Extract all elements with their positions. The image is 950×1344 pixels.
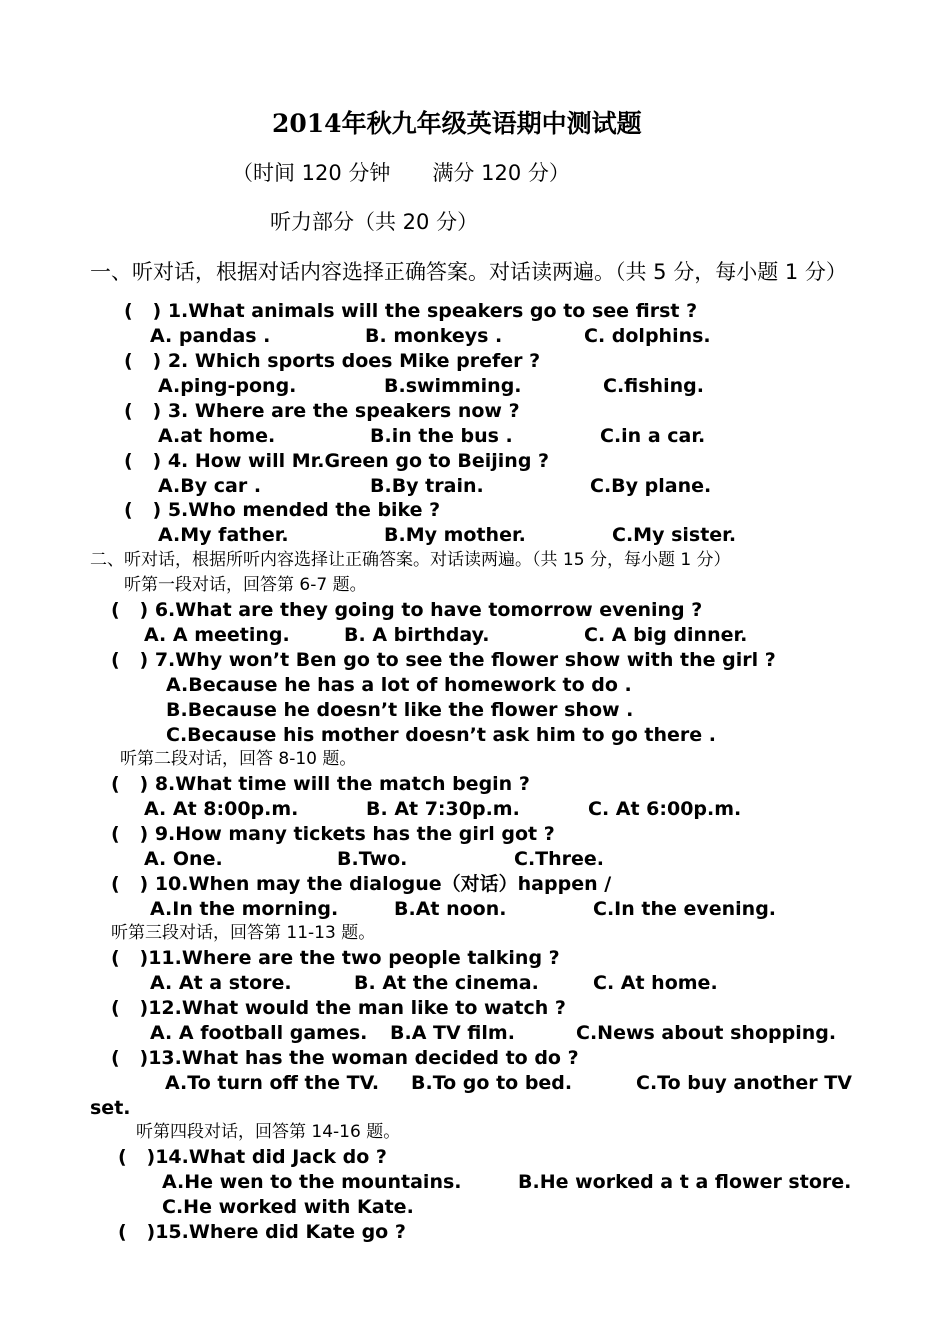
section2-heading: 二、听对话，根据所听内容选择让正确答案。对话读两遍。（共 15 分，每小题 1 分） bbox=[90, 550, 731, 570]
page-title: 2014年秋九年级英语期中测试题 bbox=[272, 109, 642, 138]
option-5b: B.My mother. bbox=[384, 524, 526, 546]
option-13a: A.To turn off the TV. bbox=[165, 1072, 380, 1094]
option-8c: C. At 6:00p.m. bbox=[588, 798, 742, 820]
option-9a: A. One. bbox=[144, 848, 223, 870]
option-4c: C.By plane. bbox=[590, 475, 712, 497]
question-1: ( ) 1.What animals will the speakers go to see first ? bbox=[124, 300, 698, 322]
question-7: ( ) 7.Why won’t Ben go to see the flower show with the girl ? bbox=[111, 649, 776, 671]
question-15: ( )15.Where did Kate go ? bbox=[118, 1221, 406, 1243]
question-13: ( )13.What has the woman decided to do ? bbox=[111, 1047, 579, 1069]
option-4b: B.By train. bbox=[370, 475, 484, 497]
option-13b: B.To go to bed. bbox=[411, 1072, 573, 1094]
question-6: ( ) 6.What are they going to have tomorrow evening ? bbox=[111, 599, 703, 621]
part1-instruction: 听第一段对话，回答第 6-7 题。 bbox=[124, 575, 367, 595]
option-13c-continued: set. bbox=[90, 1097, 131, 1119]
option-12a: A. A football games. bbox=[150, 1022, 368, 1044]
option-13c: C.To buy another TV bbox=[636, 1072, 852, 1094]
question-3: ( ) 3. Where are the speakers now ? bbox=[124, 400, 520, 422]
option-3c: C.in a car. bbox=[600, 425, 706, 447]
option-11c: C. At home. bbox=[593, 972, 718, 994]
listening-header: 听力部分（共 20 分） bbox=[270, 210, 479, 234]
question-2: ( ) 2. Which sports does Mike prefer ? bbox=[124, 350, 541, 372]
question-8: ( ) 8.What time will the match begin ? bbox=[111, 773, 530, 795]
option-12b: B.A TV film. bbox=[390, 1022, 515, 1044]
section1-heading: 一、听对话，根据对话内容选择正确答案。对话读两遍。（共 5 分，每小题 1 分） bbox=[90, 260, 847, 284]
question-9: ( ) 9.How many tickets has the girl got ? bbox=[111, 823, 555, 845]
option-1c: C. dolphins. bbox=[584, 325, 711, 347]
option-1a: A. pandas . bbox=[150, 325, 271, 347]
option-7a: A.Because he has a lot of homework to do . bbox=[166, 674, 632, 696]
option-2c: C.fishing. bbox=[603, 375, 704, 397]
option-11b: B. At the cinema. bbox=[354, 972, 539, 994]
option-12c: C.News about shopping. bbox=[576, 1022, 837, 1044]
question-5: ( ) 5.Who mended the bike ? bbox=[124, 499, 441, 521]
option-5c: C.My sister. bbox=[612, 524, 737, 546]
question-10: ( ) 10.When may the dialogue（对话）happen / bbox=[111, 873, 612, 895]
option-9b: B.Two. bbox=[337, 848, 408, 870]
option-4a: A.By car . bbox=[158, 475, 262, 497]
option-10b: B.At noon. bbox=[394, 898, 507, 920]
option-3a: A.at home. bbox=[158, 425, 276, 447]
option-10a: A.In the morning. bbox=[150, 898, 339, 920]
option-1b: B. monkeys . bbox=[365, 325, 503, 347]
question-4: ( ) 4. How will Mr.Green go to Beijing ? bbox=[124, 450, 550, 472]
option-8a: A. At 8:00p.m. bbox=[144, 798, 299, 820]
option-7c: C.Because his mother doesn’t ask him to go there . bbox=[166, 724, 716, 746]
option-9c: C.Three. bbox=[514, 848, 605, 870]
option-6b: B. A birthday. bbox=[344, 624, 490, 646]
part3-instruction: 听第三段对话，回答第 11-13 题。 bbox=[111, 923, 376, 943]
option-5a: A.My father. bbox=[158, 524, 289, 546]
option-10c: C.In the evening. bbox=[593, 898, 777, 920]
question-14: ( )14.What did Jack do ? bbox=[118, 1146, 387, 1168]
exam-info: （时间 120 分钟 满分 120 分） bbox=[232, 161, 570, 185]
option-6c: C. A big dinner. bbox=[584, 624, 748, 646]
part4-instruction: 听第四段对话，回答第 14-16 题。 bbox=[136, 1122, 401, 1142]
option-11a: A. At a store. bbox=[150, 972, 292, 994]
part2-instruction: 听第二段对话，回答 8-10 题。 bbox=[120, 749, 357, 769]
option-7b: B.Because he doesn’t like the flower show . bbox=[166, 699, 634, 721]
option-2a: A.ping-pong. bbox=[158, 375, 297, 397]
option-2b: B.swimming. bbox=[384, 375, 522, 397]
question-11: ( )11.Where are the two people talking ? bbox=[111, 947, 560, 969]
option-14c: C.He worked with Kate. bbox=[162, 1196, 414, 1218]
question-12: ( )12.What would the man like to watch ? bbox=[111, 997, 566, 1019]
option-14a: A.He wen to the mountains. bbox=[162, 1171, 462, 1193]
option-8b: B. At 7:30p.m. bbox=[366, 798, 520, 820]
option-14b: B.He worked a t a flower store. bbox=[518, 1171, 852, 1193]
option-6a: A. A meeting. bbox=[144, 624, 290, 646]
option-3b: B.in the bus . bbox=[370, 425, 513, 447]
